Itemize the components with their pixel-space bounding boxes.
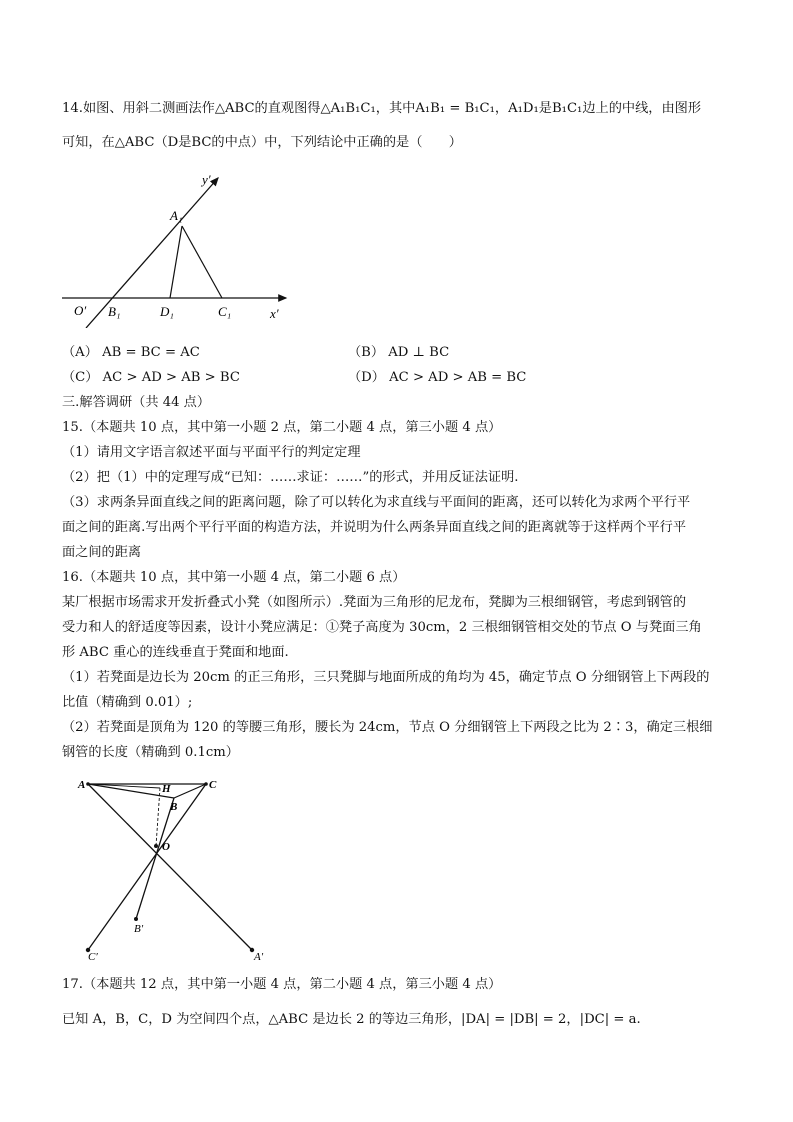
q17-heading: 17.（本题共 12 点，其中第一小题 4 点，第二小题 4 点，第三小题 4 点） bbox=[62, 977, 502, 992]
label-o: O bbox=[162, 841, 170, 853]
q14-figure bbox=[58, 168, 318, 328]
q15-part3-line2: 面之间的距离.写出两个平行平面的构造方法，并说明为什么两条异面直线之间的距离就等于这样两个平行平 bbox=[62, 520, 687, 535]
q16-stool-figure bbox=[76, 774, 276, 974]
label-c1: C₁ bbox=[218, 304, 232, 319]
label-x-axis: x′ bbox=[270, 306, 279, 321]
label-y-axis: y′ bbox=[202, 172, 211, 187]
q14-option-d: （D） AC > AD > AB = BC bbox=[348, 370, 527, 385]
q16-heading: 16.（本题共 10 点，其中第一小题 4 点，第二小题 6 点） bbox=[62, 570, 406, 585]
label-h: H bbox=[162, 783, 171, 795]
q15-part2: （2）把（1）中的定理写成“已知：……求证：……”的形式，并用反证法证明. bbox=[62, 470, 519, 485]
label-b1: B₁ bbox=[108, 304, 121, 319]
q14-option-a: （A） AB = BC = AC bbox=[62, 345, 200, 360]
q14-stem-line2: 可知，在△ABC（D是BC的中点）中，下列结论中正确的是（ ） bbox=[62, 135, 462, 150]
q16-sub2-line1: （2）若凳面是顶角为 120 的等腰三角形，腰长为 24cm，节点 O 分细钢管上下两段之比为 2∶3，确定三根细 bbox=[62, 720, 713, 735]
label-origin: O′ bbox=[74, 303, 87, 318]
label-b: B bbox=[170, 801, 178, 813]
segment-a1-d1 bbox=[170, 226, 182, 298]
q17-body: 已知 A，B，C，D 为空间四个点，△ABC 是边长 2 的等边三角形，|DA| = |DB| = 2，|DC| = a. bbox=[62, 1012, 641, 1027]
q16-body-line1: 某厂根据市场需求开发折叠式小凳（如图所示）.凳面为三角形的尼龙布，凳脚为三根细钢管，考虑到钢管的 bbox=[62, 595, 687, 610]
label-c: C bbox=[209, 779, 217, 791]
y-axis bbox=[86, 178, 218, 328]
q16-body-line2: 受力和人的舒适度等因素，设计小凳应满足：①凳子高度为 30cm，2 三根细钢管相交处的节点 O 与凳面三角 bbox=[62, 620, 702, 635]
q16-sub1-line2: 比值（精确到 0.01）; bbox=[62, 695, 193, 710]
label-b-prime: B′ bbox=[134, 923, 144, 935]
label-c-prime: C′ bbox=[88, 951, 98, 963]
q16-sub2-line2: 钢管的长度（精确到 0.1cm） bbox=[62, 745, 239, 760]
label-a: A bbox=[78, 779, 86, 791]
q15-part3-line3: 面之间的距离 bbox=[62, 545, 142, 560]
q15-heading: 15.（本题共 10 点，其中第一小题 2 点，第二小题 4 点，第三小题 4 点） bbox=[62, 420, 502, 435]
q16-body-line3: 形 ABC 重心的连线垂直于凳面和地面. bbox=[62, 645, 289, 660]
q15-part3-line1: （3）求两条异面直线之间的距离问题，除了可以转化为求直线与平面间的距离，还可以转化为求两个平行平 bbox=[62, 495, 691, 510]
q14-option-c: （C） AC > AD > AB > BC bbox=[62, 370, 240, 385]
q14-stem-line1: 14.如图、用斜二测画法作△ABC的直观图得△A₁B₁C₁，其中A₁B₁ = B₁C₁，A₁D₁是B₁C₁边上的中线，由图形 bbox=[62, 101, 702, 116]
q14-option-b: （B） AD ⊥ BC bbox=[348, 345, 450, 360]
label-a1: A₁ bbox=[170, 208, 183, 223]
q16-sub1-line1: （1）若凳面是边长为 20cm 的正三角形，三只凳脚与地面所成的角均为 45，确定节点 O 分细钢管上下两段的 bbox=[62, 670, 710, 685]
label-a-prime: A′ bbox=[254, 951, 264, 963]
section-heading: 三.解答调研（共 44 点） bbox=[62, 395, 211, 410]
q15-part1: （1）请用文字语言叙述平面与平面平行的判定定理 bbox=[62, 445, 361, 460]
segment-a1-c1 bbox=[182, 226, 222, 298]
label-d1: D₁ bbox=[160, 304, 174, 319]
